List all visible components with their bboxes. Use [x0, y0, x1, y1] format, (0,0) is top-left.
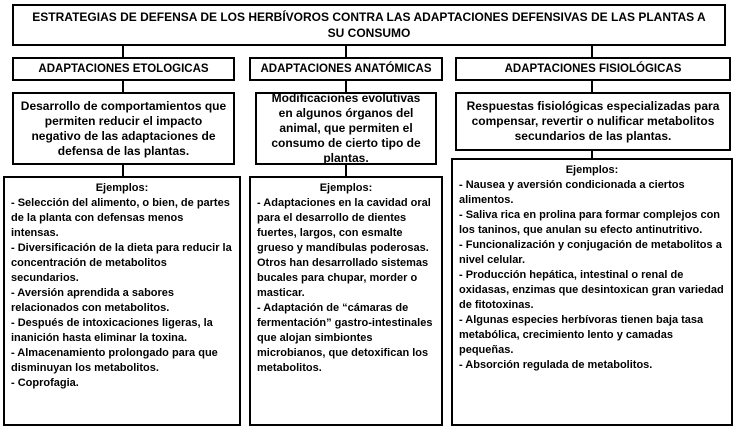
examples-fisiologicas — [451, 158, 733, 426]
heading-anatomicas — [249, 57, 443, 81]
list-item: - Aversión aprendida a sabores relacionados con metabolitos. — [11, 287, 175, 314]
examples-anatomicas-title: Ejemplos: — [319, 182, 373, 194]
list-item: - Diversificación de la dieta para reducir la concentración de metabolitos secundarios. — [11, 242, 232, 284]
heading-etologicas-text: ADAPTACIONES ETOLOGICAS — [38, 63, 209, 75]
examples-etologicas-title: Ejemplos: — [95, 182, 149, 194]
list-item: - Almacenamiento prolongado para que disminuyan los metabolitos. — [11, 347, 218, 374]
description-fisiologicas-text: Respuestas fisiológicas especializadas para compensar, revertir o nulificar metabolitos secundarios de las plantas. — [466, 99, 720, 143]
examples-anatomicas — [249, 176, 443, 426]
list-item: - Nausea y aversión condicionada a ciertos alimentos. — [459, 179, 685, 206]
description-etologicas-text: Desarrollo de comportamientos que permiten reducir el impacto negativo de las adaptaciones de defensa de las plantas. — [20, 98, 227, 158]
description-anatomicas-text: Modificaciones evolutivas en algunos órganos del animal, que permiten el consumo de cierto tipo de plantas. — [271, 91, 421, 165]
list-item: - Absorción regulada de metabolitos. — [459, 359, 653, 371]
heading-anatomicas-text: ADAPTACIONES ANATÓMICAS — [260, 63, 432, 75]
list-item: - Adaptaciones en la cavidad oral para el desarrollo de dientes fuertes, largos, con esmalte grueso y mandíbulas poderosas. Otros han desarrollado sistemas bucales para chupar, morder o masticar. — [257, 197, 431, 299]
examples-anatomicas-list — [257, 196, 435, 376]
examples-etologicas-list — [11, 196, 233, 391]
list-item: - Después de intoxicaciones ligeras, la inanición hasta eliminar la toxina. — [11, 317, 213, 344]
description-fisiologicas — [455, 92, 731, 151]
heading-fisiologicas — [455, 57, 731, 81]
diagram-title-text: ESTRATEGIAS DE DEFENSA DE LOS HERBÍVOROS CONTRA LAS ADAPTACIONES DEFENSIVAS DE LAS PLANTAS A SU CONSUMO — [32, 10, 706, 40]
heading-etologicas — [12, 57, 235, 81]
list-item: - Funcionalización y conjugación de metabolitos a nivel celular. — [459, 239, 722, 266]
list-item: - Producción hepática, intestinal o renal de oxidasas, enzimas que desintoxican gran variedad de fitotoxinas. — [459, 269, 724, 311]
diagram-title — [12, 4, 726, 46]
heading-fisiologicas-text: ADAPTACIONES FISIOLÓGICAS — [504, 63, 682, 75]
list-item: - Adaptación de “cámaras de fermentación” gastro-intestinales que alojan simbiontes microbianos, que detoxifican los metabolitos. — [257, 302, 433, 374]
list-item: - Algunas especies herbívoras tienen baja tasa metabólica, crecimiento lento y camadas pequeñas. — [459, 314, 704, 356]
description-etologicas — [12, 92, 235, 165]
list-item: - Selección del alimento, o bien, de partes de la planta con defensas menos intensas. — [11, 197, 230, 239]
examples-fisiologicas-title: Ejemplos: — [565, 164, 619, 176]
list-item: - Saliva rica en prolina para formar complejos con los taninos, que anulan su efecto antinutritivo. — [459, 209, 721, 236]
examples-fisiologicas-list — [459, 178, 725, 373]
examples-etologicas — [3, 176, 241, 426]
list-item: - Coprofagia. — [11, 377, 79, 389]
description-anatomicas — [255, 92, 437, 165]
